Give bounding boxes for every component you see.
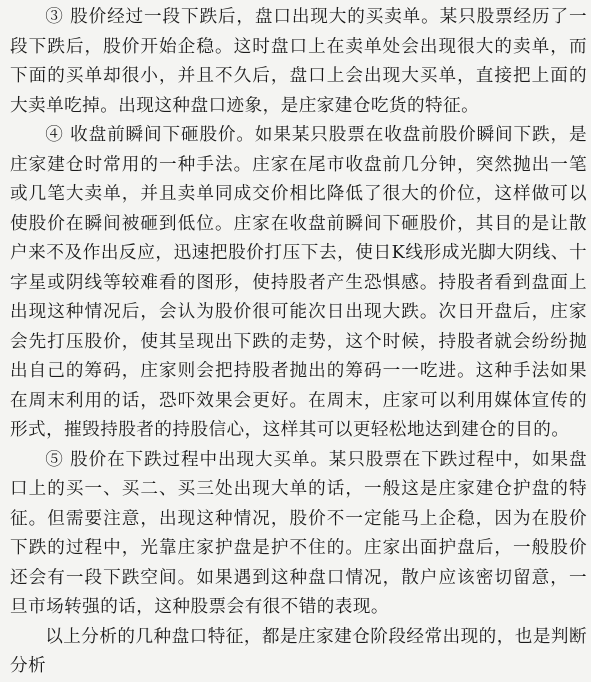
paragraph-5-large-buy-orders-during-decline: ⑤ 股价在下跌过程中出现大买单。某只股票在下跌过程中，如果盘口上的买一、买二、买三处出现大单的话，一般这是庄家建仓护盘的特征。但需要注意，出现这种情况，股价不一定能马上企稳，因为在股价下跌的过程中，光靠庄家护盘是护不住的。庄家出面护盘后，一般股价还会有一段下跌空间。如果遇到这种盘口情况，散户应该密切留意，一旦市场转强的话，这种股票会有很不错的表现。	[10, 449, 587, 617]
paragraph-summary: 以上分析的几种盘口特征，都是庄家建仓阶段经常出现的，也是判断分析	[10, 626, 587, 676]
paragraph-3-large-orders-after-decline: ③ 股价经过一段下跌后，盘口出现大的买卖单。某只股票经历了一段下跌后，股价开始企稳。这时盘口上在卖单处会出现很大的卖单，而下面的买单却很小，并且不久后，盘口上会出现大买单，直接把上面的大卖单吃掉。出现这种盘口迹象，是庄家建仓吃货的特征。	[10, 7, 587, 116]
paragraph-4-price-smash-before-close: ④ 收盘前瞬间下砸股价。如果某只股票在收盘前股价瞬间下跌，是庄家建仓时常用的一种手法。庄家在尾市收盘前几分钟，突然抛出一笔或几笔大卖单，并且卖单同成交价相比降低了很大的价位，这样做可以使股价在瞬间被砸到低位。庄家在收盘前瞬间下砸股价，其目的是让散户来不及作出反应，迅速把股价打压下去，使日K线形成光脚大阴线、十字星或阴线等较难看的图形，使持股者产生恐惧感。持股者看到盘面上出现这种情况后，会认为股价很可能次日出现大跌。次日开盘后，庄家会先打压股价，使其呈现出下跌的走势，这个时候，持股者就会纷纷抛出自己的筹码，庄家则会把持股者抛出的筹码一一吃进。这种手法如果在周末利用的话，恐吓效果会更好。在周末，庄家可以利用媒体宣传的形式，摧毁持股者的持股信心，这样其可以更轻松地达到建仓的目的。	[10, 125, 587, 440]
